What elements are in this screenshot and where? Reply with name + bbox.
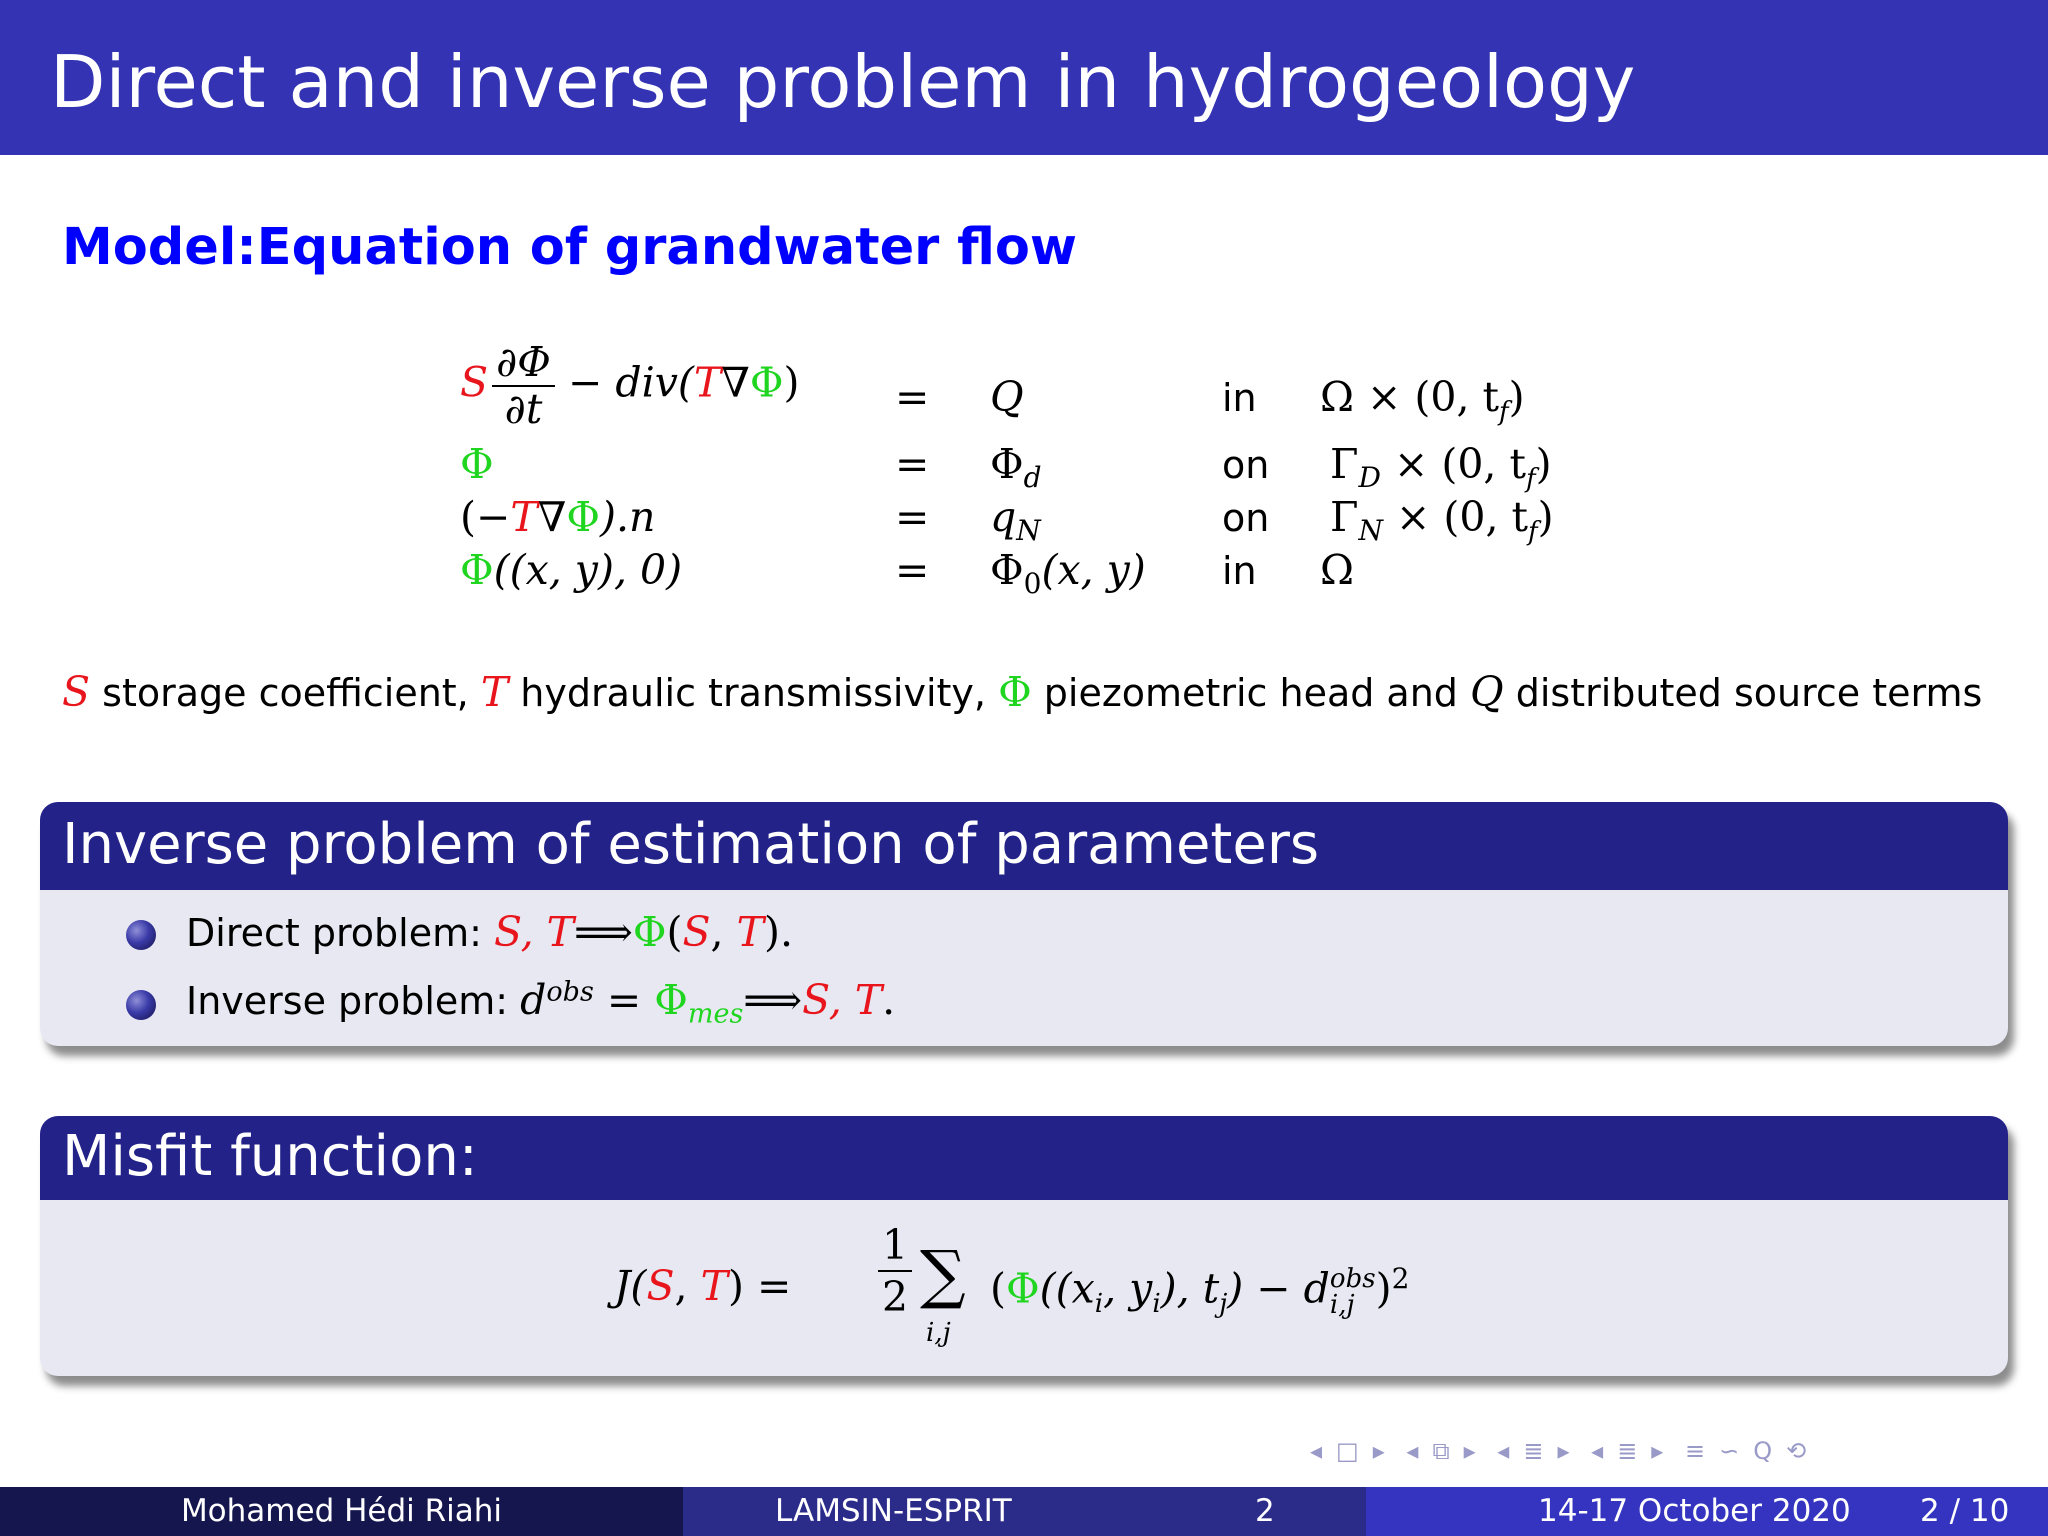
domain-close: ) bbox=[1508, 373, 1525, 421]
nav-prev-frame-icon[interactable]: ◂ bbox=[1310, 1437, 1323, 1465]
direct-problem-item bbox=[186, 908, 793, 956]
nav-next-subsection-icon[interactable]: ▸ bbox=[1463, 1437, 1476, 1465]
fraction-denominator: ∂t bbox=[504, 385, 543, 434]
rhs-subscript: d bbox=[1023, 461, 1042, 495]
formula-rhs bbox=[990, 1262, 1409, 1319]
head-symbol: Φ bbox=[460, 546, 494, 594]
rhs-args: (x, y) bbox=[1041, 546, 1146, 594]
domain-subscript: f bbox=[1499, 397, 1509, 428]
close-paren: ) bbox=[1375, 1264, 1392, 1313]
comma: , bbox=[710, 908, 737, 956]
observation-superscript: obs bbox=[1329, 1264, 1376, 1295]
frame-icon[interactable]: □ bbox=[1336, 1437, 1359, 1465]
index-subscript: i bbox=[1094, 1288, 1104, 1319]
close-paren: ). bbox=[763, 908, 793, 956]
misfit-function-title: Misfit function: bbox=[62, 1124, 478, 1189]
domain-close: ) bbox=[1537, 493, 1554, 541]
footer-author: Mohamed Hédi Riahi bbox=[0, 1487, 683, 1536]
storage-symbol: S bbox=[682, 908, 711, 956]
transmissivity-label: hydraulic transmissivity, bbox=[508, 671, 999, 715]
footer-date: 14-17 October 2020 bbox=[1538, 1493, 1851, 1529]
open-paren: ( bbox=[990, 1264, 1006, 1313]
comma: , bbox=[674, 1262, 701, 1310]
nav-next-part-icon[interactable]: ▸ bbox=[1651, 1437, 1664, 1465]
rhs-symbol: q bbox=[990, 493, 1017, 541]
rhs-symbol: Φ bbox=[990, 440, 1024, 488]
footer-date-bar bbox=[1366, 1487, 2048, 1536]
rhs-subscript: 0 bbox=[1023, 567, 1042, 601]
measured-subscript: mes bbox=[687, 998, 744, 1030]
equation-2-word: on bbox=[1222, 443, 1270, 487]
footer-page-number: 2 / 10 bbox=[1920, 1493, 2010, 1529]
footer-institution: LAMSIN-ESPRIT bbox=[775, 1493, 1012, 1529]
equation-4-word: in bbox=[1222, 549, 1257, 593]
half-fraction bbox=[878, 1220, 912, 1322]
nav-next-section-icon[interactable]: ▸ bbox=[1557, 1437, 1570, 1465]
variable-description bbox=[62, 665, 2002, 720]
section-heading: Model:Equation of grandwater flow bbox=[62, 218, 1078, 277]
equation-1-domain bbox=[1320, 373, 1525, 427]
transmissivity-symbol: T bbox=[510, 493, 538, 541]
implies-arrow: ⟹ bbox=[574, 908, 633, 956]
equation-2-equals: = bbox=[895, 440, 930, 488]
misfit-function-block bbox=[40, 1116, 2008, 1376]
equation-1-equals: = bbox=[895, 373, 930, 421]
equation-1-rhs: Q bbox=[990, 373, 1024, 421]
equals-sign: ) = bbox=[727, 1262, 792, 1310]
equation-4-rhs bbox=[990, 546, 1146, 600]
normal-text: ).n bbox=[599, 493, 656, 541]
equation-4-lhs bbox=[460, 546, 682, 594]
item-label: Direct problem: bbox=[186, 911, 494, 955]
fraction-numerator: ∂Φ bbox=[496, 338, 551, 386]
equation-3-word: on bbox=[1222, 496, 1270, 540]
nav-prev-part-icon[interactable]: ◂ bbox=[1591, 1437, 1604, 1465]
title-bar bbox=[0, 0, 2048, 155]
equation-system bbox=[460, 340, 1700, 600]
storage-symbol: S bbox=[62, 668, 91, 716]
implies-arrow: ⟹ bbox=[743, 976, 803, 1024]
period: . bbox=[882, 976, 896, 1024]
footer bbox=[0, 1487, 2048, 1536]
nabla-symbol: ∇ bbox=[721, 358, 750, 407]
nabla-symbol: ∇ bbox=[537, 493, 567, 541]
args-text: ((x bbox=[1039, 1264, 1095, 1313]
head-symbol: Φ bbox=[1006, 1264, 1040, 1313]
storage-label: storage coefficient, bbox=[90, 671, 481, 715]
equation-3-lhs bbox=[460, 493, 655, 541]
open-paren: ( bbox=[666, 908, 683, 956]
nav-prev-subsection-icon[interactable]: ◂ bbox=[1406, 1437, 1419, 1465]
equation-3-rhs bbox=[990, 493, 1041, 547]
fraction-denominator: 2 bbox=[881, 1273, 909, 1321]
equation-3-equals: = bbox=[895, 493, 930, 541]
sum-symbol: ∑ bbox=[920, 1238, 966, 1312]
bullet-icon bbox=[126, 990, 156, 1020]
equation-3-domain bbox=[1330, 493, 1554, 547]
transmissivity-symbol: T bbox=[736, 908, 764, 956]
equation-1-lhs bbox=[460, 340, 799, 432]
args-text: , y bbox=[1103, 1264, 1153, 1313]
toc-icon[interactable]: ≡ bbox=[1684, 1437, 1706, 1465]
bullet-icon bbox=[126, 920, 156, 950]
close-paren: ) bbox=[783, 358, 800, 407]
index-subscript: j bbox=[1219, 1288, 1228, 1319]
domain-close: ) bbox=[1535, 440, 1552, 488]
initial-args: ((x, y), 0) bbox=[493, 546, 683, 594]
parameters-symbol: S, T bbox=[493, 908, 575, 956]
observation-superscript: obs bbox=[546, 976, 594, 1008]
section-icon[interactable]: ≣ bbox=[1523, 1437, 1544, 1465]
head-symbol: Φ bbox=[749, 358, 784, 407]
inverse-problem-title: Inverse problem of estimation of parameters bbox=[62, 812, 1320, 877]
storage-symbol: S bbox=[460, 358, 489, 407]
formula-lhs bbox=[614, 1262, 791, 1310]
observation-subscript: i,j bbox=[1329, 1290, 1355, 1321]
power-superscript: 2 bbox=[1391, 1262, 1410, 1295]
equation-2-domain bbox=[1330, 440, 1552, 494]
inverse-problem-header bbox=[40, 802, 2008, 890]
observation-symbol: d bbox=[520, 976, 547, 1024]
back-icon[interactable]: ∽ bbox=[1719, 1437, 1740, 1465]
source-symbol: Q bbox=[1470, 668, 1504, 716]
gamma-symbol: Γ bbox=[1330, 440, 1359, 488]
open-paren: (− bbox=[460, 493, 511, 541]
source-label: distributed source terms bbox=[1503, 671, 1983, 715]
item-label: Inverse problem: bbox=[186, 979, 521, 1023]
part-icon[interactable]: ≣ bbox=[1617, 1437, 1638, 1465]
head-symbol: Φ bbox=[566, 493, 600, 541]
head-label: piezometric head and bbox=[1031, 671, 1471, 715]
domain-subscript: f bbox=[1528, 517, 1538, 548]
head-symbol: Φ bbox=[632, 908, 667, 956]
rhs-subscript: N bbox=[1016, 514, 1041, 548]
domain-text: × (0, t bbox=[1382, 493, 1528, 541]
nav-prev-section-icon[interactable]: ◂ bbox=[1497, 1437, 1510, 1465]
sum-subscript: i,j bbox=[926, 1318, 951, 1348]
beamer-navigation[interactable] bbox=[1310, 1437, 2040, 1473]
inverse-problem-block bbox=[40, 802, 2008, 1046]
transmissivity-symbol: T bbox=[693, 358, 722, 407]
index-subscript: i bbox=[1152, 1288, 1161, 1319]
misfit-symbol: J( bbox=[614, 1262, 647, 1310]
transmissivity-symbol: T bbox=[700, 1262, 728, 1310]
equation-4-domain: Ω bbox=[1320, 546, 1354, 594]
storage-symbol: S bbox=[646, 1262, 675, 1310]
gamma-subscript: D bbox=[1358, 461, 1381, 495]
domain-text: × (0, t bbox=[1380, 440, 1526, 488]
measured-head-symbol: Φ bbox=[654, 976, 688, 1024]
equation-2-rhs bbox=[990, 440, 1042, 494]
misfit-function-header bbox=[40, 1116, 2008, 1200]
nav-next-frame-icon[interactable]: ▸ bbox=[1372, 1437, 1385, 1465]
equation-1-word: in bbox=[1222, 376, 1257, 420]
observation-term: ) − d bbox=[1227, 1264, 1330, 1313]
gamma-symbol: Γ bbox=[1330, 493, 1359, 541]
inverse-problem-item bbox=[186, 976, 895, 1030]
parameters-symbol: S, T bbox=[802, 976, 883, 1024]
fraction-numerator: 1 bbox=[878, 1220, 912, 1272]
search-icon[interactable]: Q bbox=[1753, 1437, 1773, 1465]
domain-subscript: f bbox=[1525, 464, 1536, 495]
equals-sign: = bbox=[593, 976, 655, 1024]
transmissivity-symbol: T bbox=[480, 668, 509, 716]
footer-institution-bar bbox=[683, 1487, 1366, 1536]
rhs-symbol: Φ bbox=[990, 546, 1024, 594]
forward-icon[interactable]: ⟲ bbox=[1786, 1437, 1807, 1465]
div-operator: − div( bbox=[554, 358, 694, 407]
equation-4-equals: = bbox=[895, 546, 930, 594]
args-text: ), t bbox=[1160, 1264, 1220, 1313]
head-symbol: Φ bbox=[998, 668, 1032, 716]
slide-title: Direct and inverse problem in hydrogeology bbox=[50, 40, 1636, 124]
equation-2-lhs: Φ bbox=[460, 440, 494, 488]
domain-text: Ω × (0, t bbox=[1320, 373, 1500, 421]
gamma-subscript: N bbox=[1358, 514, 1383, 548]
observation-indices bbox=[1329, 1264, 1376, 1321]
subsection-icon[interactable]: ⧉ bbox=[1432, 1437, 1450, 1465]
footer-institution-number: 2 bbox=[1255, 1493, 1275, 1529]
